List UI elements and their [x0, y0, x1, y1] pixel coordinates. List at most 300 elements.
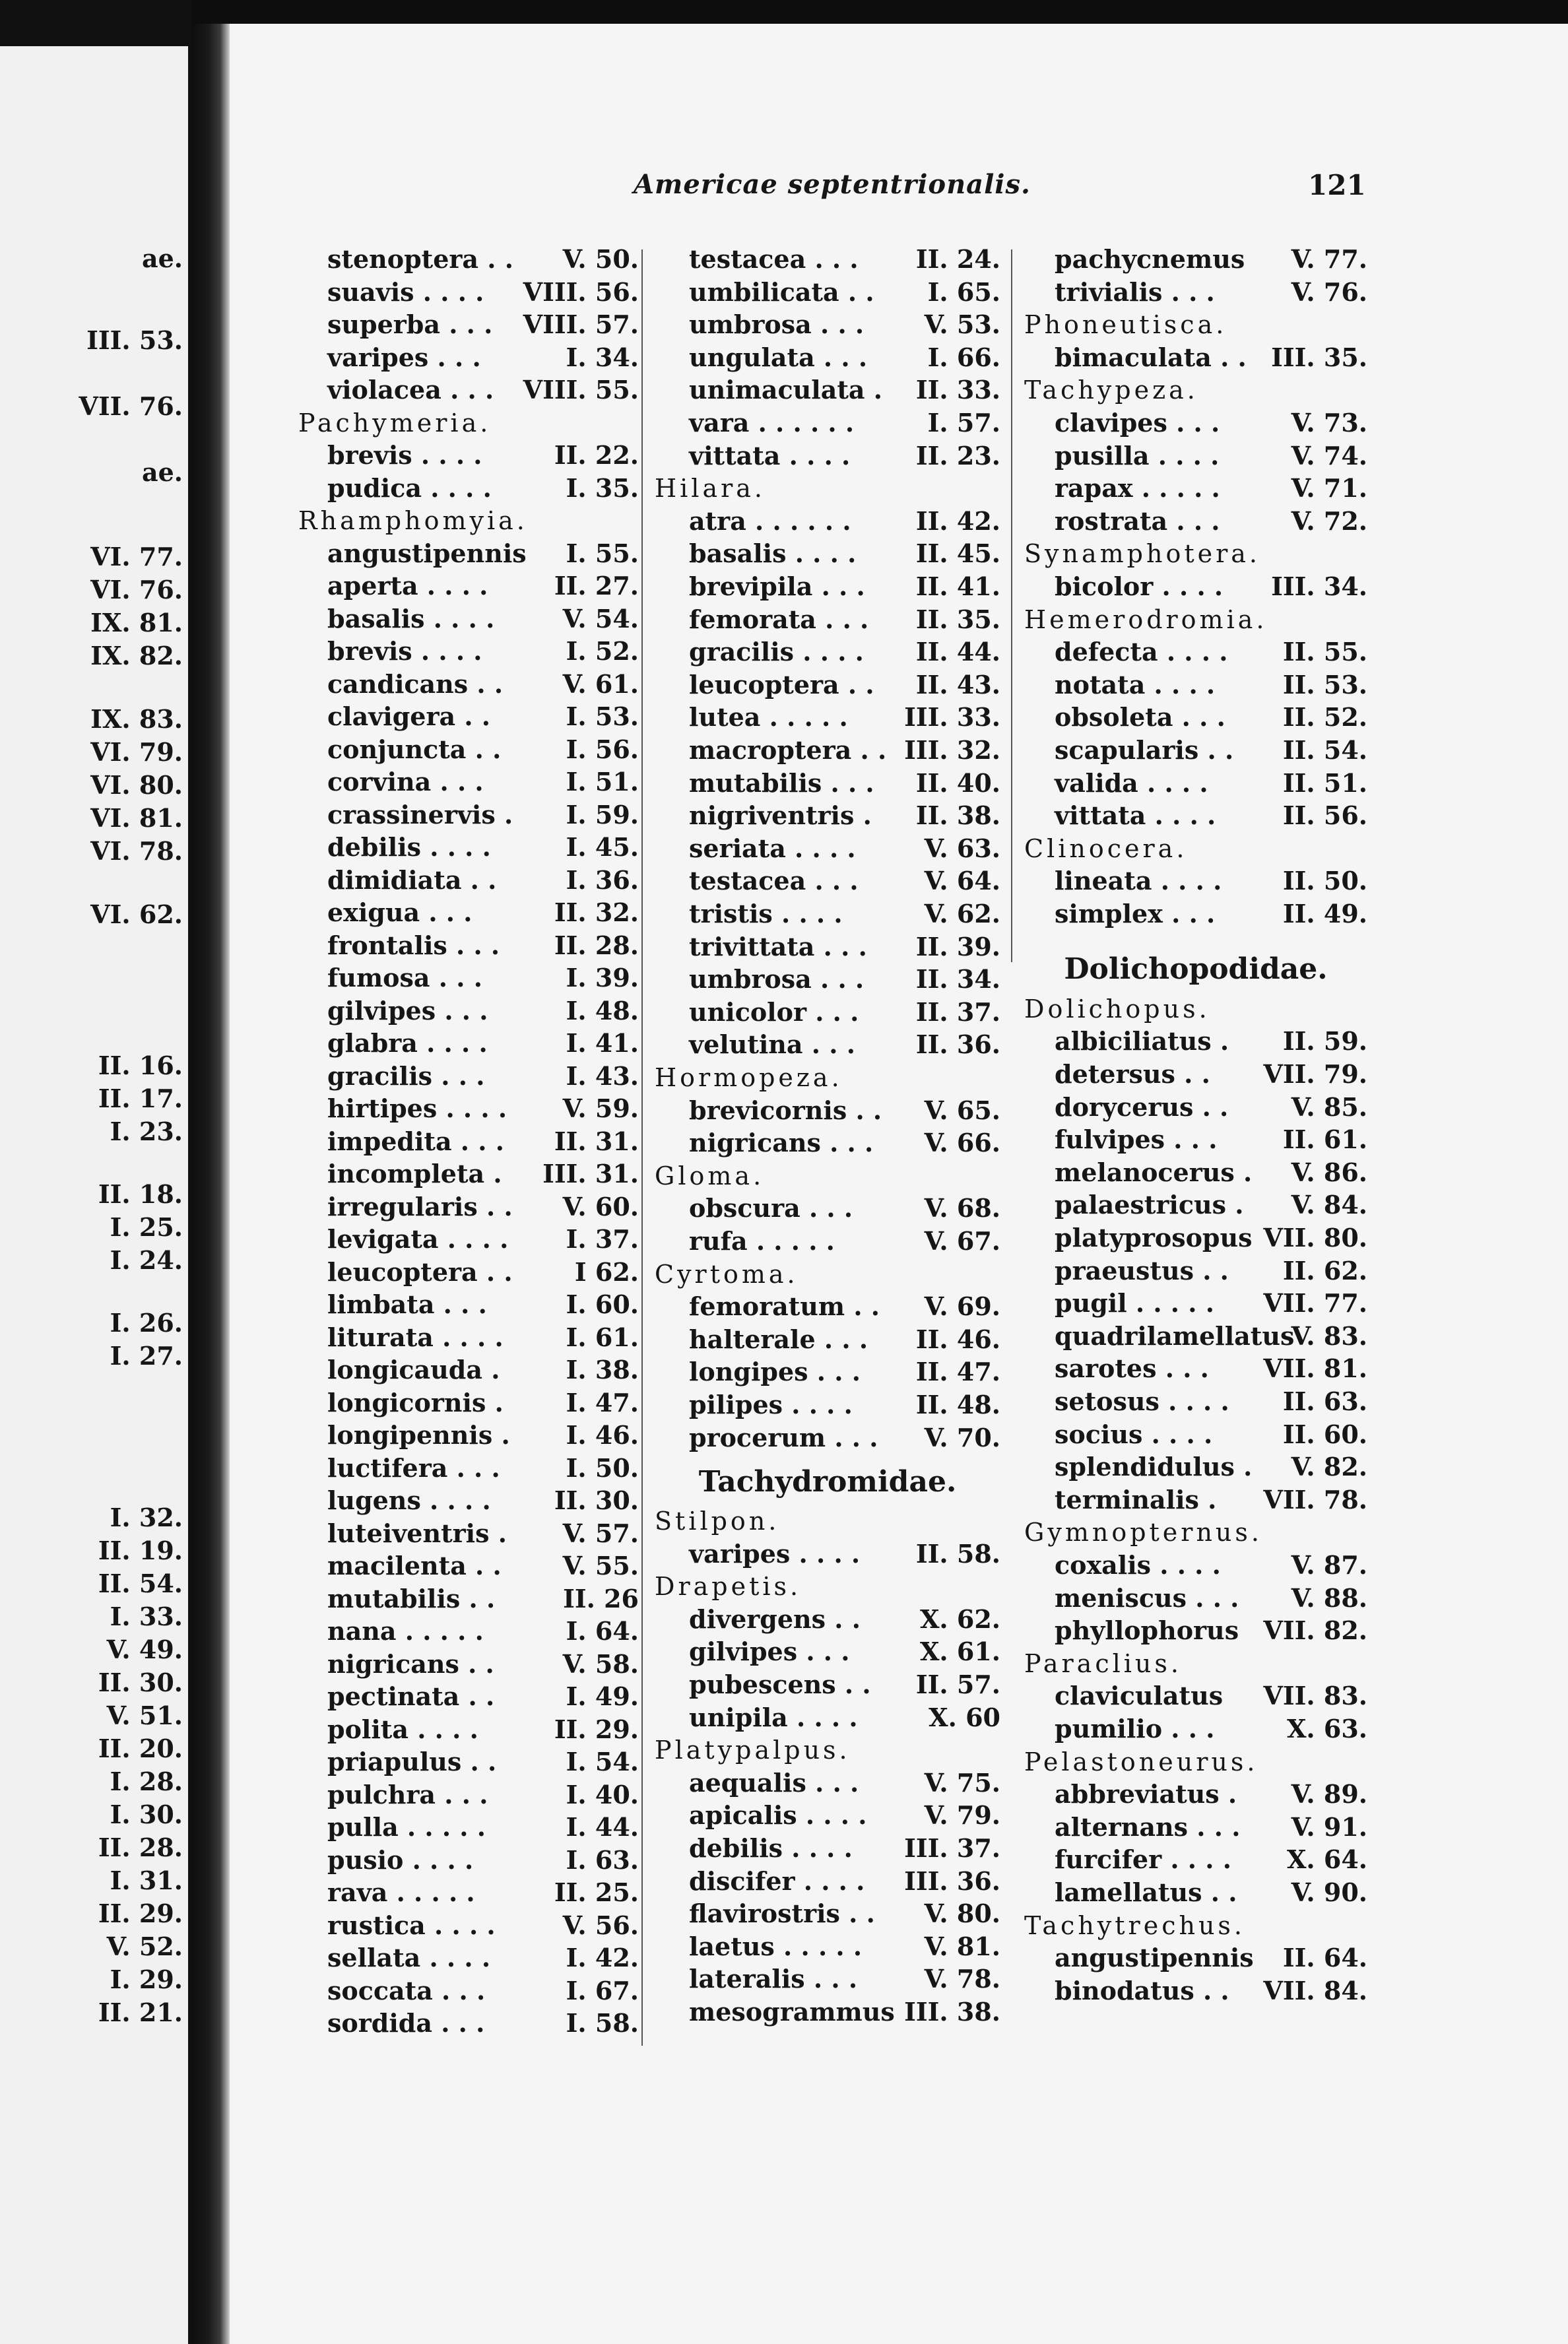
prev-page-text: I. 23. [110, 1117, 183, 1146]
species-name: mutabilis . . [327, 1583, 496, 1613]
species-entry [689, 996, 1000, 1029]
volume-page-reference: V. 72. [1291, 505, 1367, 536]
species-entry [1055, 1352, 1367, 1385]
species-entry [1055, 1549, 1367, 1582]
volume-page-reference: II. 35. [915, 604, 1000, 634]
species-name: velutina . . . [689, 1029, 855, 1060]
species-name: femoratum . . [689, 1291, 880, 1322]
species-name: brevis . . . . [327, 440, 482, 470]
species-entry [1055, 1811, 1367, 1844]
volume-page-reference: II. 33. [915, 375, 1000, 405]
volume-page-reference: III. 34. [1271, 571, 1367, 601]
species-entry [689, 1996, 1000, 2029]
species-entry [327, 896, 639, 929]
species-name: leucoptera . . [689, 669, 874, 700]
species-entry [689, 1323, 1000, 1356]
volume-page-reference: I. 37. [566, 1224, 639, 1254]
species-name: rostrata . . . [1055, 505, 1220, 536]
species-entry [689, 864, 1000, 897]
volume-page-reference: II. 45. [915, 538, 1000, 569]
volume-page-reference: V. 79. [924, 1800, 1000, 1831]
species-name: longipennis . [327, 1420, 510, 1450]
species-entry [327, 1386, 639, 1419]
species-name: lateralis . . . [689, 1964, 858, 1994]
species-entry [327, 1941, 639, 1974]
species-entry [689, 1225, 1000, 1258]
species-name: coxalis . . . . [1055, 1550, 1221, 1580]
species-name: seriata . . . . [689, 833, 856, 863]
previous-page-fragment [0, 46, 188, 2344]
species-name: bimaculata . . [1055, 342, 1247, 372]
volume-page-reference: II. 62. [1282, 1255, 1367, 1286]
volume-page-reference: I. 53. [566, 701, 639, 731]
species-name: levigata . . . . [327, 1224, 509, 1254]
volume-page-reference: II. 24. [915, 244, 1000, 274]
volume-page-reference: I. 43. [566, 1060, 639, 1091]
species-name: suavis . . . . [327, 277, 484, 307]
species-name: luteiventris . [327, 1518, 507, 1548]
species-name: femorata . . . [689, 604, 869, 634]
species-entry [689, 1603, 1000, 1636]
species-name: pachycnemus [1055, 244, 1245, 274]
species-entry [1055, 1025, 1367, 1058]
volume-page-reference: II. 44. [915, 637, 1000, 667]
column-rule-1 [641, 249, 643, 2046]
volume-page-reference: V. 87. [1291, 1550, 1367, 1580]
species-entry [689, 1701, 1000, 1734]
volume-page-reference: V. 67. [924, 1226, 1000, 1256]
genus-heading: Cyrtoma. [655, 1259, 799, 1289]
volume-page-reference: V. 75. [924, 1767, 1000, 1798]
prev-page-text: II. 29. [98, 1899, 183, 1928]
species-name: simplex . . . [1055, 899, 1216, 928]
volume-page-reference: I. 46. [566, 1420, 639, 1450]
species-entry [1055, 505, 1367, 538]
species-name: pubescens . . [689, 1670, 871, 1700]
volume-page-reference: V. 76. [1291, 277, 1367, 307]
species-entry [327, 1419, 639, 1452]
volume-page-reference: II. 57. [915, 1670, 1000, 1700]
species-entry [689, 243, 1000, 276]
species-name: vittata . . . . [1055, 800, 1216, 831]
species-entry [1055, 1188, 1367, 1221]
species-name: rava . . . . . [327, 1877, 475, 1907]
prev-page-text: VI. 78. [90, 836, 183, 866]
prev-page-text: I. 25. [110, 1212, 183, 1242]
species-name: brevipila . . . [689, 571, 865, 601]
species-name: vittata . . . . [689, 440, 851, 471]
species-name: phyllophorus [1055, 1615, 1239, 1646]
species-entry [1055, 1287, 1367, 1320]
species-entry [1055, 1221, 1367, 1254]
volume-page-reference: VIII. 57. [523, 309, 639, 339]
species-entry [327, 1517, 639, 1550]
species-name: rustica . . . . [327, 1910, 496, 1940]
volume-page-reference: V. 80. [924, 1899, 1000, 1929]
species-name: terminalis . [1055, 1484, 1217, 1514]
genus-heading: Hemerodromia. [1024, 604, 1268, 634]
species-name: macroptera . . [689, 735, 887, 765]
species-name: splendidulus . [1055, 1452, 1253, 1482]
volume-page-reference: V. 64. [924, 866, 1000, 896]
species-entry [1055, 1712, 1367, 1745]
species-entry [1055, 440, 1367, 472]
species-name: limbata . . . [327, 1289, 487, 1319]
genus-heading: Dolichopus. [1024, 994, 1210, 1024]
volume-page-reference: II. 23. [915, 440, 1000, 471]
species-name: rufa . . . . . [689, 1226, 835, 1256]
volume-page-reference: V. 61. [562, 668, 639, 699]
species-entry [689, 603, 1000, 636]
species-entry [327, 1811, 639, 1844]
volume-page-reference: II. 54. [1282, 735, 1367, 765]
species-name: discifer . . . . [689, 1866, 865, 1896]
family-heading: Tachydromidae. [698, 1464, 957, 1499]
species-entry [1055, 1483, 1367, 1516]
volume-page-reference: III. 31. [542, 1159, 639, 1188]
species-entry [689, 505, 1000, 538]
volume-page-reference: I. 41. [566, 1028, 639, 1058]
genus-heading: Hilara. [655, 474, 766, 504]
species-name: testacea . . . [689, 866, 859, 896]
book-gutter [191, 24, 230, 2344]
prev-page-text: II. 28. [98, 1833, 183, 1862]
volume-page-reference: I. 57. [927, 408, 1000, 438]
species-name: mesogrammus [689, 1997, 895, 2027]
species-entry [1055, 635, 1367, 668]
prev-page-text: II. 20. [98, 1734, 183, 1763]
species-name: gracilis . . . [327, 1060, 485, 1091]
volume-page-reference: I 62. [574, 1256, 639, 1287]
volume-page-reference: II. 34. [915, 964, 1000, 994]
species-entry [689, 897, 1000, 930]
species-entry [327, 1256, 639, 1289]
species-entry [1055, 472, 1367, 505]
genus-heading: Rhamphomyia. [298, 506, 528, 535]
prev-page-text: I. 30. [110, 1800, 183, 1829]
species-name: liturata . . . . [327, 1322, 504, 1352]
species-entry [689, 308, 1000, 341]
genus-heading: Clinocera. [1024, 833, 1188, 863]
species-entry [327, 1027, 639, 1060]
volume-page-reference: V. 84. [1291, 1190, 1367, 1220]
species-entry [1055, 1320, 1367, 1353]
species-name: macilenta . . [327, 1551, 502, 1580]
species-name: ungulata . . . [689, 342, 868, 372]
species-entry [689, 570, 1000, 603]
volume-page-reference: II. 52. [1282, 702, 1367, 732]
species-name: obscura . . . [689, 1193, 853, 1223]
scan-top-border [0, 0, 1568, 24]
species-entry [327, 831, 639, 864]
species-name: debilis . . . . [327, 832, 491, 862]
species-name: luctifera . . . [327, 1452, 500, 1483]
species-name: furcifer . . . . [1055, 1844, 1231, 1875]
prev-page-text: I. 24. [110, 1245, 183, 1275]
volume-page-reference: III. 38. [904, 1997, 1000, 2027]
species-name: superba . . . [327, 309, 493, 339]
volume-page-reference: I. 40. [566, 1779, 639, 1809]
volume-page-reference: V. 50. [562, 244, 639, 274]
species-entry [689, 1668, 1000, 1701]
prev-page-text: VI. 81. [90, 803, 183, 833]
species-name: exigua . . . [327, 897, 473, 927]
species-name: nigriventris . [689, 800, 872, 831]
species-entry [1055, 1941, 1367, 1974]
volume-page-reference: V. 55. [562, 1551, 639, 1580]
species-entry [327, 1452, 639, 1485]
species-name: halterale . . . [689, 1324, 868, 1354]
species-entry [689, 1355, 1000, 1388]
species-entry [1055, 570, 1367, 603]
species-entry [327, 1157, 639, 1190]
species-entry [689, 1635, 1000, 1668]
prev-page-text: I. 28. [110, 1767, 183, 1796]
species-name: gracilis . . . . [689, 637, 864, 667]
species-name: glabra . . . . [327, 1028, 488, 1058]
volume-page-reference: VII. 80. [1263, 1223, 1367, 1253]
species-name: praeustus . . [1055, 1255, 1229, 1286]
volume-page-reference: I. 42. [566, 1943, 639, 1972]
species-name: umbilicata . . [689, 277, 874, 307]
species-name: setosus . . . . [1055, 1386, 1229, 1417]
species-entry [1055, 701, 1367, 734]
volume-page-reference: II. 43. [915, 669, 1000, 700]
volume-page-reference: II. 53. [1282, 669, 1367, 700]
family-heading: Dolichopodidae. [1064, 952, 1328, 987]
species-entry [1055, 1418, 1367, 1451]
volume-page-reference: V. 56. [562, 1910, 639, 1940]
species-entry [327, 929, 639, 962]
species-name: incompleta . [327, 1159, 502, 1188]
volume-page-reference: I. 39. [566, 963, 639, 993]
species-name: laetus . . . . . [689, 1931, 863, 1961]
volume-page-reference: V. 57. [562, 1518, 639, 1548]
volume-page-reference: I. 35. [566, 472, 639, 503]
volume-page-reference: V. 71. [1291, 473, 1367, 504]
species-name: lamellatus . . [1055, 1877, 1237, 1908]
species-entry [1055, 276, 1367, 309]
volume-page-reference: I. 61. [566, 1322, 639, 1352]
species-entry [327, 439, 639, 472]
species-name: notata . . . . [1055, 669, 1216, 700]
prev-page-text: II. 30. [98, 1668, 183, 1697]
species-name: unipila . . . . [689, 1702, 858, 1732]
species-name: priapulus . . [327, 1747, 497, 1776]
species-entry [1055, 1582, 1367, 1615]
species-name: sordida . . . [327, 2008, 485, 2038]
species-entry [1055, 1123, 1367, 1156]
volume-page-reference: II. 32. [554, 897, 639, 927]
species-entry [689, 1192, 1000, 1225]
species-name: pectinata . . [327, 1681, 495, 1711]
prev-page-text: IX. 82. [90, 641, 183, 670]
species-name: hirtipes . . . . [327, 1093, 507, 1123]
volume-page-reference: II. 41. [915, 571, 1000, 601]
volume-page-reference: II. 22. [554, 440, 639, 470]
species-name: longicauda . [327, 1355, 500, 1384]
volume-page-reference: II. 27. [554, 571, 639, 601]
species-name: clavipes . . . [1055, 408, 1220, 438]
species-name: longicornis . [327, 1387, 504, 1417]
species-entry [689, 1126, 1000, 1159]
species-name: fulvipes . . . [1055, 1124, 1218, 1155]
volume-page-reference: I. 51. [566, 767, 639, 797]
species-entry [689, 440, 1000, 472]
prev-page-text: II. 18. [98, 1179, 183, 1209]
species-entry [327, 635, 639, 668]
species-name: pusilla . . . . [1055, 440, 1220, 471]
species-entry [327, 961, 639, 994]
species-name: candicans . . [327, 668, 504, 699]
volume-page-reference: VII. 79. [1263, 1059, 1367, 1090]
volume-page-reference: V. 81. [924, 1931, 1000, 1961]
species-name: basalis . . . . [327, 603, 495, 634]
species-entry [327, 1549, 639, 1582]
volume-page-reference: II. 39. [915, 931, 1000, 961]
species-entry [689, 1538, 1000, 1571]
species-entry [689, 1290, 1000, 1323]
species-entry [327, 1713, 639, 1746]
volume-page-reference: X. 62. [919, 1604, 1000, 1634]
species-entry [689, 832, 1000, 865]
prev-page-text: IX. 81. [90, 608, 183, 637]
species-name: obsoleta . . . [1055, 702, 1225, 732]
volume-page-reference: VII. 82. [1263, 1615, 1367, 1646]
volume-page-reference: I. 63. [566, 1844, 639, 1875]
species-name: pusio . . . . [327, 1844, 474, 1875]
volume-page-reference: V. 77. [1291, 244, 1367, 274]
species-name: pudica . . . . [327, 472, 492, 503]
species-entry [1055, 1679, 1367, 1712]
volume-page-reference: V. 70. [924, 1422, 1000, 1452]
genus-heading: Pelastoneurus. [1024, 1747, 1258, 1776]
volume-page-reference: V. 83. [1291, 1320, 1367, 1351]
volume-page-reference: II. 25. [554, 1877, 639, 1907]
species-name: debilis . . . . [689, 1833, 853, 1864]
species-entry [689, 799, 1000, 832]
volume-page-reference: II. 61. [1282, 1124, 1367, 1155]
species-name: pulchra . . . [327, 1779, 488, 1809]
species-entry [327, 341, 639, 374]
volume-page-reference: II. 30. [554, 1485, 639, 1515]
species-name: nigricans . . . [689, 1128, 874, 1158]
species-entry [1055, 1614, 1367, 1647]
species-entry [327, 374, 639, 407]
volume-page-reference: I. 67. [566, 1975, 639, 2005]
species-entry [327, 1745, 639, 1778]
species-name: trivialis . . . [1055, 277, 1215, 307]
species-name: melanocerus . [1055, 1157, 1253, 1187]
species-name: scapularis . . [1055, 735, 1234, 765]
species-name: abbreviatus . [1055, 1779, 1237, 1809]
species-name: brevis . . . . [327, 636, 482, 666]
prev-page-text: I. 33. [110, 1602, 183, 1631]
species-entry [689, 1930, 1000, 1963]
species-entry [327, 472, 639, 505]
prev-page-text: II. 54. [98, 1569, 183, 1598]
species-name: conjuncta . . [327, 734, 502, 764]
species-name: umbrosa . . . [689, 309, 865, 340]
prev-page-text: III. 53. [86, 325, 183, 355]
volume-page-reference: II. 51. [1282, 767, 1367, 798]
volume-page-reference: V. 58. [562, 1648, 639, 1679]
species-name: crassinervis . [327, 799, 513, 830]
species-entry [1055, 668, 1367, 701]
species-entry [327, 1125, 639, 1158]
species-entry [689, 374, 1000, 407]
species-entry [689, 1799, 1000, 1832]
species-name: platyprosopus [1055, 1223, 1253, 1253]
species-name: polita . . . . [327, 1714, 478, 1744]
species-entry [327, 798, 639, 831]
species-name: pugil . . . . . [1055, 1288, 1214, 1318]
prev-page-text: I. 31. [110, 1866, 183, 1895]
species-entry [1055, 243, 1367, 276]
species-entry [327, 994, 639, 1027]
species-name: sarotes . . . [1055, 1353, 1209, 1384]
page-number: 121 [1308, 169, 1366, 201]
species-entry [327, 1223, 639, 1256]
genus-heading: Paraclius. [1024, 1648, 1182, 1678]
volume-page-reference: V. 63. [924, 833, 1000, 863]
species-name: binodatus . . [1055, 1975, 1229, 2005]
species-name: albiciliatus . [1055, 1026, 1229, 1057]
volume-page-reference: V. 59. [562, 1093, 639, 1123]
prev-page-text: I. 29. [110, 1965, 183, 1994]
prev-page-text: VI. 79. [90, 737, 183, 767]
prev-page-text: V. 49. [106, 1635, 183, 1664]
species-entry [327, 308, 639, 341]
volume-page-reference: V. 54. [562, 603, 639, 634]
volume-page-reference: VII. 78. [1263, 1484, 1367, 1514]
species-entry [1055, 767, 1367, 800]
prev-page-text: VI. 62. [90, 899, 183, 929]
species-entry [327, 700, 639, 733]
species-entry [689, 1028, 1000, 1061]
species-name: varipes . . . . [689, 1538, 861, 1569]
species-name: aequalis . . . [689, 1767, 859, 1798]
species-entry [689, 1963, 1000, 1996]
species-entry [327, 1484, 639, 1517]
volume-page-reference: II. 46. [915, 1324, 1000, 1354]
volume-page-reference: I. 55. [566, 538, 639, 568]
prev-page-text: I. 32. [110, 1503, 183, 1532]
species-name: claviculatus [1055, 1681, 1224, 1711]
genus-heading: Stilpon. [655, 1507, 780, 1536]
volume-page-reference: V. 65. [924, 1095, 1000, 1125]
volume-page-reference: I. 49. [566, 1681, 639, 1711]
species-name: brevicornis . . [689, 1095, 882, 1125]
volume-page-reference: V. 89. [1291, 1779, 1367, 1809]
genus-heading: Pachymeria. [298, 408, 492, 438]
volume-page-reference: III. 32. [904, 735, 1000, 765]
species-entry [327, 1844, 639, 1877]
volume-page-reference: I. 36. [566, 864, 639, 895]
volume-page-reference: I. 66. [927, 342, 1000, 372]
species-entry [327, 537, 639, 570]
species-entry [689, 734, 1000, 767]
species-name: nana . . . . . [327, 1616, 484, 1646]
species-entry [1055, 1450, 1367, 1483]
volume-page-reference: X. 63. [1286, 1714, 1367, 1744]
species-entry [327, 1092, 639, 1125]
genus-heading: Tachytrechus. [1024, 1910, 1246, 1940]
species-entry [327, 864, 639, 897]
volume-page-reference: II. 42. [915, 505, 1000, 536]
species-name: violacea . . . [327, 375, 494, 405]
volume-page-reference: II. 47. [915, 1357, 1000, 1387]
